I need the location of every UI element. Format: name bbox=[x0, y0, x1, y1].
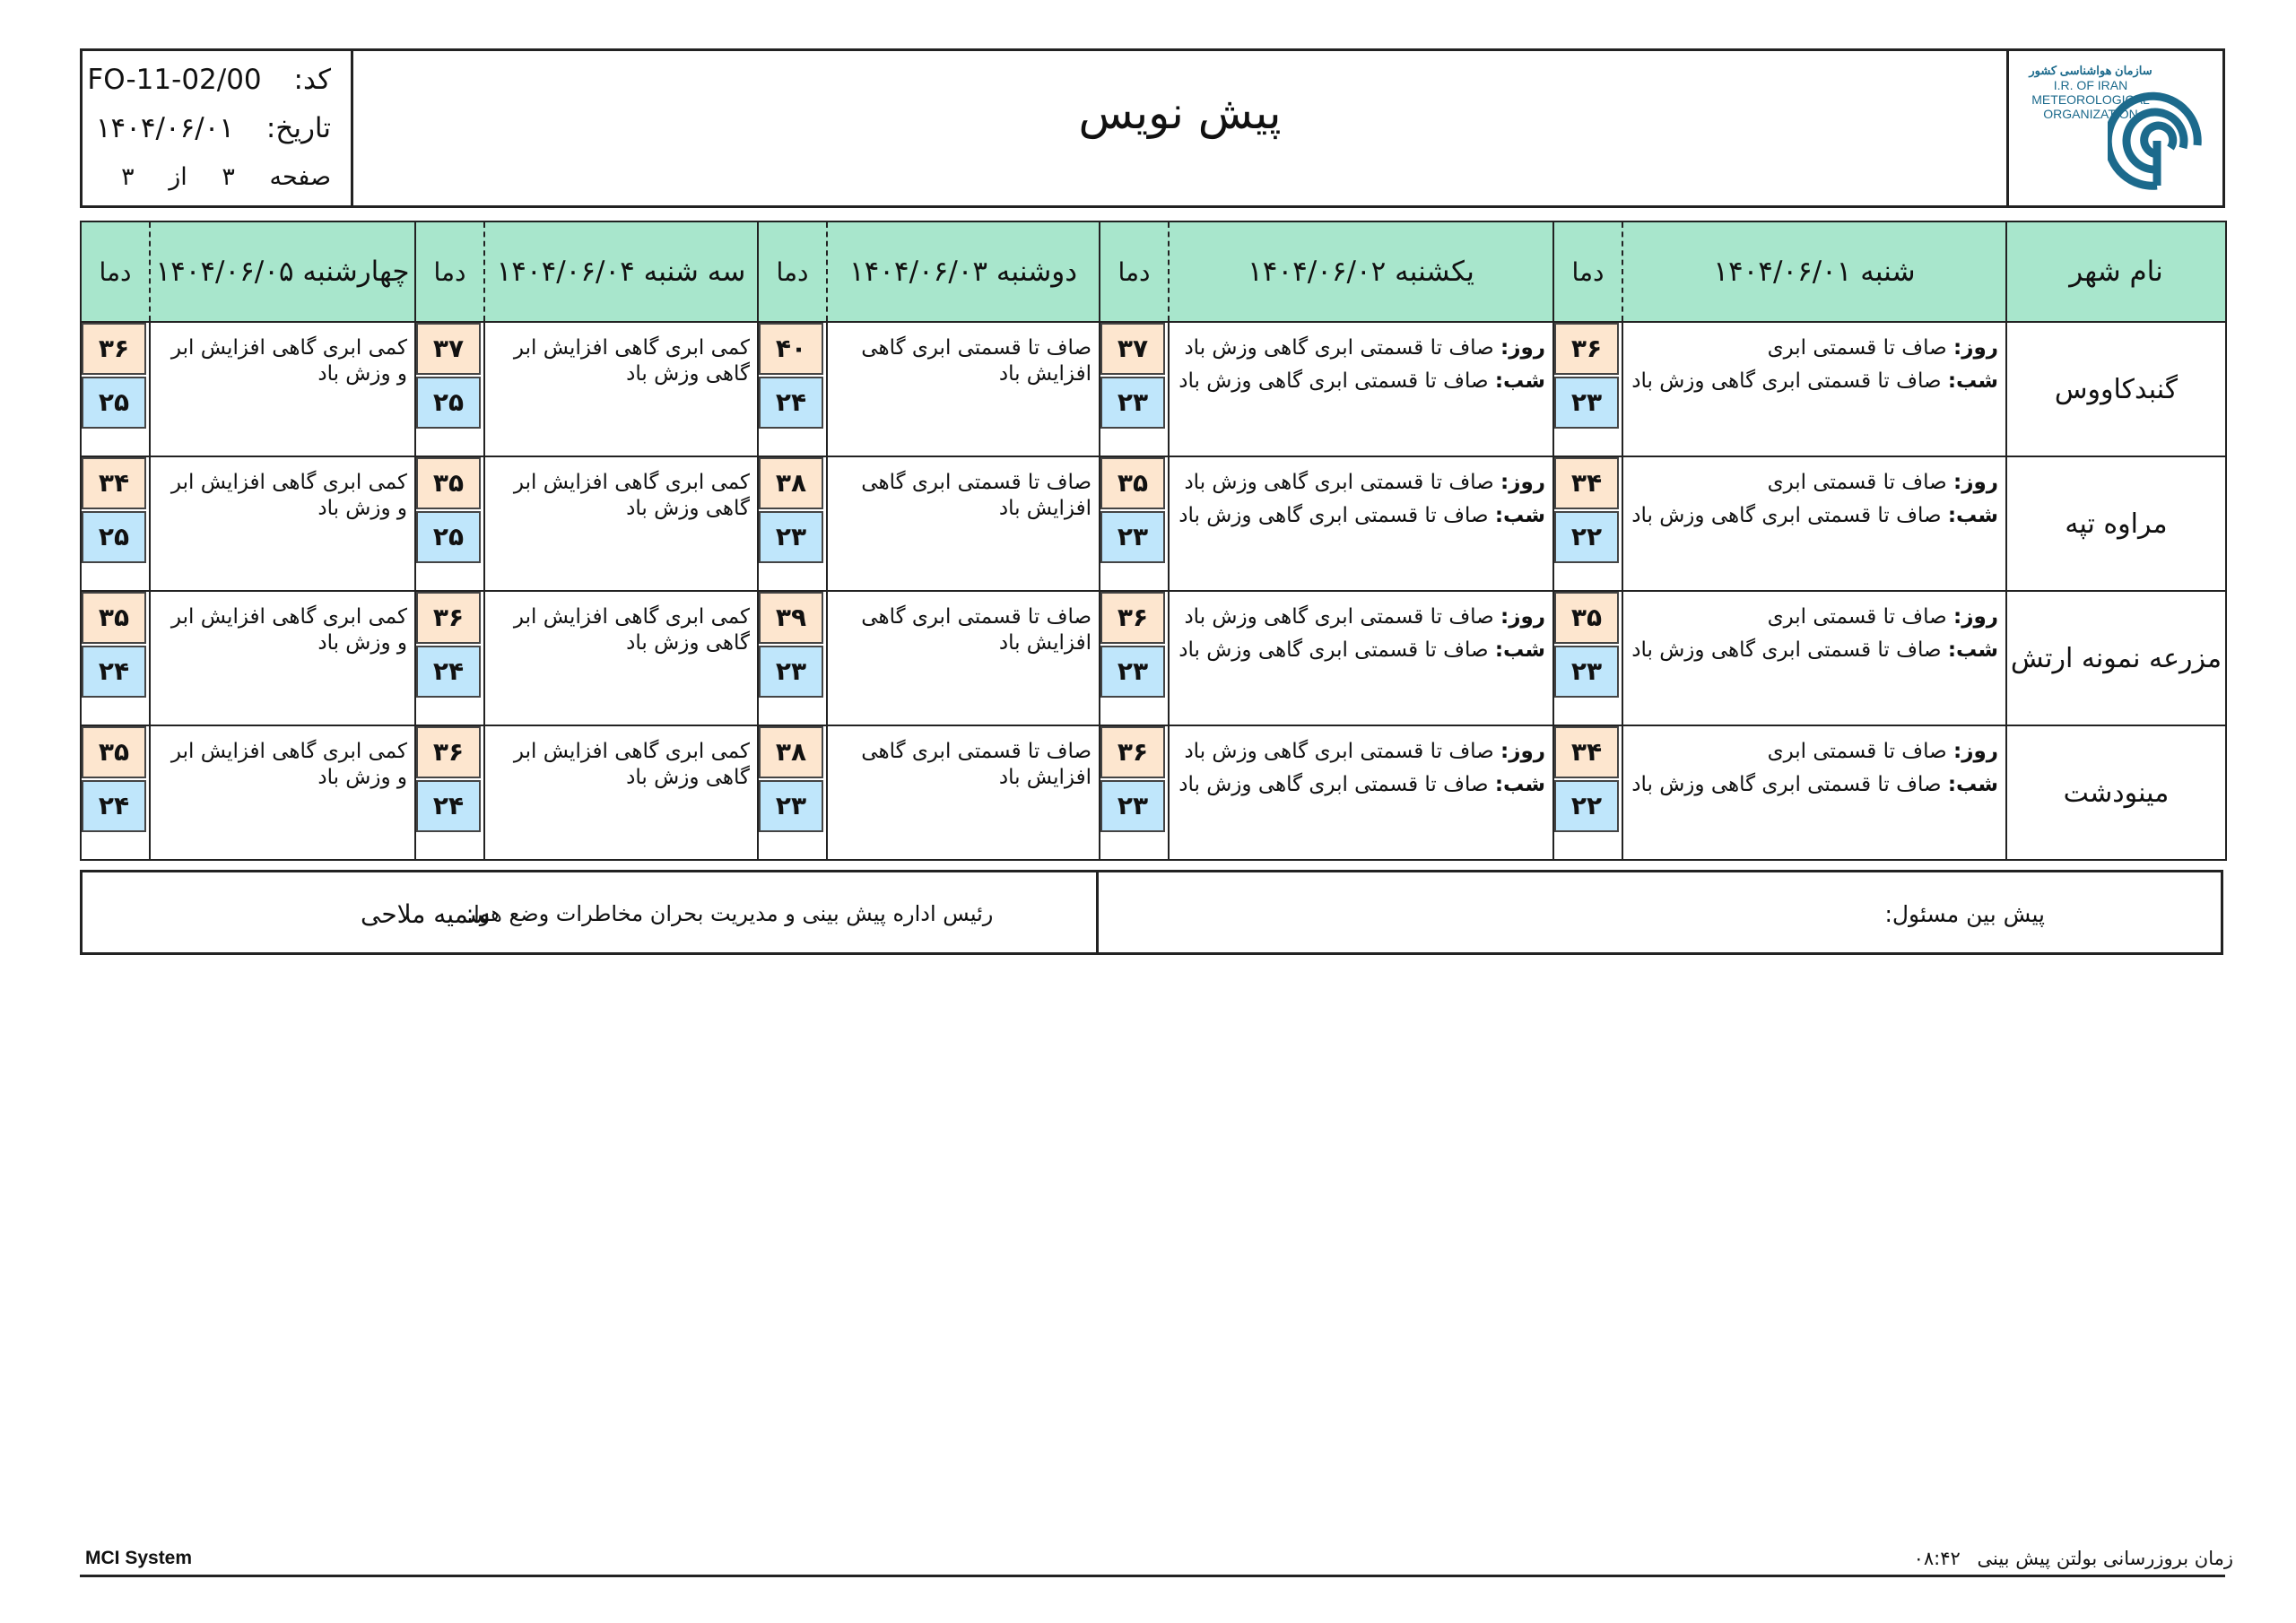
logo-en-line-3: ORGANIZATION bbox=[2043, 107, 2138, 121]
date-row bbox=[96, 112, 331, 144]
max-temp: ۴۰ bbox=[759, 323, 823, 375]
min-temp: ۲۲ bbox=[1554, 511, 1619, 563]
day-3-forecast: صاف تا قسمتی ابری گاهی افزایش باد bbox=[827, 456, 1100, 591]
day-2-night-text: صاف تا قسمتی ابری گاهی وزش باد bbox=[1178, 369, 1489, 393]
day-2-day-line bbox=[1177, 604, 1545, 630]
forecaster-label: پیش بین مسئول: bbox=[1884, 901, 2045, 927]
min-temp: ۲۴ bbox=[82, 780, 146, 832]
day-1-forecast bbox=[1622, 322, 2006, 456]
day-5-temp bbox=[81, 725, 150, 860]
day-1-day-line bbox=[1631, 604, 1998, 630]
city-name: مینودشت bbox=[2006, 725, 2226, 860]
code-label: کد: bbox=[293, 64, 331, 96]
day-label: روز: bbox=[1500, 740, 1545, 763]
logo-en-line-1: I.R. OF IRAN bbox=[2053, 78, 2128, 92]
day-2-forecast bbox=[1169, 322, 1553, 456]
day-label: روز: bbox=[1500, 336, 1545, 360]
night-label: شب: bbox=[1494, 369, 1545, 393]
footer-divider bbox=[80, 1575, 2225, 1577]
day-2-temp bbox=[1100, 725, 1169, 860]
max-temp: ۳۴ bbox=[1554, 457, 1619, 509]
table-row bbox=[81, 322, 2226, 456]
day-2-temp bbox=[1100, 322, 1169, 456]
max-temp: ۳۶ bbox=[1100, 592, 1165, 644]
max-temp: ۳۶ bbox=[416, 726, 481, 778]
signature-box bbox=[80, 870, 2223, 955]
day-3-forecast: صاف تا قسمتی ابری گاهی افزایش باد bbox=[827, 322, 1100, 456]
max-temp: ۳۴ bbox=[82, 457, 146, 509]
temp-4-header: دما bbox=[415, 221, 484, 322]
update-time-info bbox=[1914, 1548, 2233, 1569]
forecaster-cell bbox=[1096, 872, 2221, 952]
day-2-day-line bbox=[1177, 470, 1545, 496]
max-temp: ۳۹ bbox=[759, 592, 823, 644]
page-of-label: از bbox=[169, 163, 187, 191]
head-role-label: رئیس اداره پیش بینی و مدیریت بحران مخاطرات وضع هوا: bbox=[466, 901, 994, 926]
day-1-forecast bbox=[1622, 725, 2006, 860]
logo-persian-text: سازمان هواشناسی کشور bbox=[2029, 64, 2152, 77]
max-temp: ۳۵ bbox=[1554, 592, 1619, 644]
night-label: شب: bbox=[1494, 638, 1545, 662]
day-2-day-text: صاف تا قسمتی ابری گاهی وزش باد bbox=[1184, 740, 1494, 763]
head-name: سمیه ملاحی bbox=[361, 899, 491, 929]
day-5-forecast: کمی ابری گاهی افزایش ابر و وزش باد bbox=[150, 725, 415, 860]
min-temp: ۲۵ bbox=[416, 511, 481, 563]
max-temp: ۳۵ bbox=[82, 726, 146, 778]
max-temp: ۳۸ bbox=[759, 457, 823, 509]
day-4-forecast: کمی ابری گاهی افزایش ابر گاهی وزش باد bbox=[484, 725, 758, 860]
min-temp: ۲۵ bbox=[416, 377, 481, 429]
day-label: روز: bbox=[1500, 471, 1545, 494]
night-label: شب: bbox=[1947, 773, 1998, 796]
day-5-temp bbox=[81, 456, 150, 591]
day-2-night-line bbox=[1177, 772, 1545, 798]
document-header bbox=[80, 48, 2225, 208]
max-temp: ۳۶ bbox=[1554, 323, 1619, 375]
min-temp: ۲۳ bbox=[759, 780, 823, 832]
day-1-forecast bbox=[1622, 591, 2006, 725]
day-1-temp bbox=[1553, 725, 1622, 860]
min-temp: ۲۵ bbox=[82, 511, 146, 563]
min-temp: ۲۳ bbox=[1100, 780, 1165, 832]
day-3-forecast: صاف تا قسمتی ابری گاهی افزایش باد bbox=[827, 725, 1100, 860]
min-temp: ۲۳ bbox=[1100, 646, 1165, 698]
city-column-header: نام شهر bbox=[2006, 221, 2226, 322]
code-row bbox=[87, 64, 331, 96]
max-temp: ۳۵ bbox=[1100, 457, 1165, 509]
day-2-day-text: صاف تا قسمتی ابری گاهی وزش باد bbox=[1184, 471, 1494, 494]
day-4-forecast: کمی ابری گاهی افزایش ابر گاهی وزش باد bbox=[484, 591, 758, 725]
day-2-day-text: صاف تا قسمتی ابری گاهی وزش باد bbox=[1184, 605, 1494, 629]
day-2-day-line bbox=[1177, 335, 1545, 361]
day-2-night-text: صاف تا قسمتی ابری گاهی وزش باد bbox=[1178, 504, 1489, 527]
day-1-temp bbox=[1553, 322, 1622, 456]
day-4-temp bbox=[415, 725, 484, 860]
day-5-forecast: کمی ابری گاهی افزایش ابر و وزش باد bbox=[150, 456, 415, 591]
day-4-temp bbox=[415, 322, 484, 456]
day-2-day-line bbox=[1177, 739, 1545, 765]
day-3-temp bbox=[758, 456, 827, 591]
temp-5-header: دما bbox=[81, 221, 150, 322]
max-temp: ۳۶ bbox=[416, 592, 481, 644]
day-1-night-text: صاف تا قسمتی ابری گاهی وزش باد bbox=[1631, 369, 1942, 393]
day-2-header: یکشنبه ۱۴۰۴/۰۶/۰۲ bbox=[1169, 221, 1553, 322]
min-temp: ۲۳ bbox=[759, 646, 823, 698]
day-label: روز: bbox=[1953, 471, 1998, 494]
max-temp: ۳۶ bbox=[1100, 726, 1165, 778]
max-temp: ۳۵ bbox=[82, 592, 146, 644]
day-2-forecast bbox=[1169, 725, 1553, 860]
logo-area bbox=[2006, 51, 2222, 205]
min-temp: ۲۳ bbox=[759, 511, 823, 563]
night-label: شب: bbox=[1494, 504, 1545, 527]
night-label: شب: bbox=[1947, 504, 1998, 527]
min-temp: ۲۳ bbox=[1100, 377, 1165, 429]
day-3-header: دوشنبه ۱۴۰۴/۰۶/۰۳ bbox=[827, 221, 1100, 322]
day-2-night-line bbox=[1177, 503, 1545, 529]
system-name: MCI System bbox=[85, 1548, 193, 1568]
day-4-temp bbox=[415, 591, 484, 725]
day-4-forecast: کمی ابری گاهی افزایش ابر گاهی وزش باد bbox=[484, 322, 758, 456]
city-name: گنبدکاووس bbox=[2006, 322, 2226, 456]
day-5-temp bbox=[81, 322, 150, 456]
day-label: روز: bbox=[1500, 605, 1545, 629]
day-2-temp bbox=[1100, 591, 1169, 725]
day-label: روز: bbox=[1953, 740, 1998, 763]
day-1-day-text: صاف تا قسمتی ابری bbox=[1767, 336, 1947, 360]
day-1-day-text: صاف تا قسمتی ابری bbox=[1767, 605, 1947, 629]
update-time: ۰۸:۴۲ bbox=[1913, 1548, 1961, 1569]
city-name: مزرعه نمونه ارتش bbox=[2006, 591, 2226, 725]
day-5-forecast: کمی ابری گاهی افزایش ابر و وزش باد bbox=[150, 591, 415, 725]
logo-en-line-2: METEOROLOGICAL bbox=[2031, 92, 2150, 107]
min-temp: ۲۴ bbox=[759, 377, 823, 429]
page-row bbox=[121, 163, 331, 191]
day-2-night-text: صاف تا قسمتی ابری گاهی وزش باد bbox=[1178, 773, 1489, 796]
forecast-table bbox=[80, 221, 2227, 861]
day-5-forecast: کمی ابری گاهی افزایش ابر و وزش باد bbox=[150, 322, 415, 456]
day-3-temp bbox=[758, 725, 827, 860]
day-1-temp bbox=[1553, 591, 1622, 725]
min-temp: ۲۵ bbox=[82, 377, 146, 429]
min-temp: ۲۳ bbox=[1100, 511, 1165, 563]
max-temp: ۳۷ bbox=[416, 323, 481, 375]
day-2-night-line bbox=[1177, 369, 1545, 395]
night-label: شب: bbox=[1947, 638, 1998, 662]
day-2-forecast bbox=[1169, 591, 1553, 725]
day-label: روز: bbox=[1953, 336, 1998, 360]
day-2-forecast bbox=[1169, 456, 1553, 591]
night-label: شب: bbox=[1494, 773, 1545, 796]
day-1-day-line bbox=[1631, 739, 1998, 765]
update-label: زمان بروزرسانی بولتن پیش بینی bbox=[1977, 1548, 2233, 1569]
table-row bbox=[81, 456, 2226, 591]
table-row bbox=[81, 591, 2226, 725]
min-temp: ۲۳ bbox=[1554, 646, 1619, 698]
min-temp: ۲۴ bbox=[416, 646, 481, 698]
page-title: پیش نویس bbox=[1078, 87, 1282, 139]
day-1-day-text: صاف تا قسمتی ابری bbox=[1767, 740, 1947, 763]
day-1-night-line bbox=[1631, 369, 1998, 395]
max-temp: ۳۸ bbox=[759, 726, 823, 778]
meteorological-logo-icon bbox=[2108, 69, 2206, 195]
day-1-night-line bbox=[1631, 638, 1998, 664]
max-temp: ۳۵ bbox=[416, 457, 481, 509]
date-value: ۱۴۰۴/۰۶/۰۱ bbox=[95, 112, 234, 144]
day-3-temp bbox=[758, 591, 827, 725]
day-1-forecast bbox=[1622, 456, 2006, 591]
min-temp: ۲۲ bbox=[1554, 780, 1619, 832]
table-header-row bbox=[81, 221, 2226, 322]
night-label: شب: bbox=[1947, 369, 1998, 393]
temp-1-header: دما bbox=[1553, 221, 1622, 322]
max-temp: ۳۶ bbox=[82, 323, 146, 375]
day-4-header: سه شنبه ۱۴۰۴/۰۶/۰۴ bbox=[484, 221, 758, 322]
day-2-temp bbox=[1100, 456, 1169, 591]
day-2-night-line bbox=[1177, 638, 1545, 664]
day-1-night-text: صاف تا قسمتی ابری گاهی وزش باد bbox=[1631, 773, 1942, 796]
day-1-temp bbox=[1553, 456, 1622, 591]
city-name: مراوه تپه bbox=[2006, 456, 2226, 591]
page-total: ۳ bbox=[121, 163, 135, 191]
day-1-night-text: صاف تا قسمتی ابری گاهی وزش باد bbox=[1631, 504, 1942, 527]
day-3-forecast: صاف تا قسمتی ابری گاهی افزایش باد bbox=[827, 591, 1100, 725]
day-2-night-text: صاف تا قسمتی ابری گاهی وزش باد bbox=[1178, 638, 1489, 662]
min-temp: ۲۴ bbox=[416, 780, 481, 832]
day-1-night-line bbox=[1631, 503, 1998, 529]
day-3-temp bbox=[758, 322, 827, 456]
date-label: تاریخ: bbox=[265, 112, 331, 144]
day-1-day-line bbox=[1631, 470, 1998, 496]
day-4-forecast: کمی ابری گاهی افزایش ابر گاهی وزش باد bbox=[484, 456, 758, 591]
temp-2-header: دما bbox=[1100, 221, 1169, 322]
day-1-day-text: صاف تا قسمتی ابری bbox=[1767, 471, 1947, 494]
page-current: ۳ bbox=[222, 163, 235, 191]
day-5-temp bbox=[81, 591, 150, 725]
temp-3-header: دما bbox=[758, 221, 827, 322]
code-value: FO-11-02/00 bbox=[87, 64, 262, 96]
day-5-header: چهارشنبه ۱۴۰۴/۰۶/۰۵ bbox=[150, 221, 415, 322]
day-1-header: شنبه ۱۴۰۴/۰۶/۰۱ bbox=[1622, 221, 2006, 322]
max-temp: ۳۴ bbox=[1554, 726, 1619, 778]
day-4-temp bbox=[415, 456, 484, 591]
day-1-night-line bbox=[1631, 772, 1998, 798]
day-label: روز: bbox=[1953, 605, 1998, 629]
min-temp: ۲۴ bbox=[82, 646, 146, 698]
day-1-day-line bbox=[1631, 335, 1998, 361]
table-row bbox=[81, 725, 2226, 860]
document-meta bbox=[83, 51, 353, 205]
day-1-night-text: صاف تا قسمتی ابری گاهی وزش باد bbox=[1631, 638, 1942, 662]
max-temp: ۳۷ bbox=[1100, 323, 1165, 375]
page-label: صفحه bbox=[269, 163, 331, 191]
min-temp: ۲۳ bbox=[1554, 377, 1619, 429]
day-2-day-text: صاف تا قسمتی ابری گاهی وزش باد bbox=[1184, 336, 1494, 360]
